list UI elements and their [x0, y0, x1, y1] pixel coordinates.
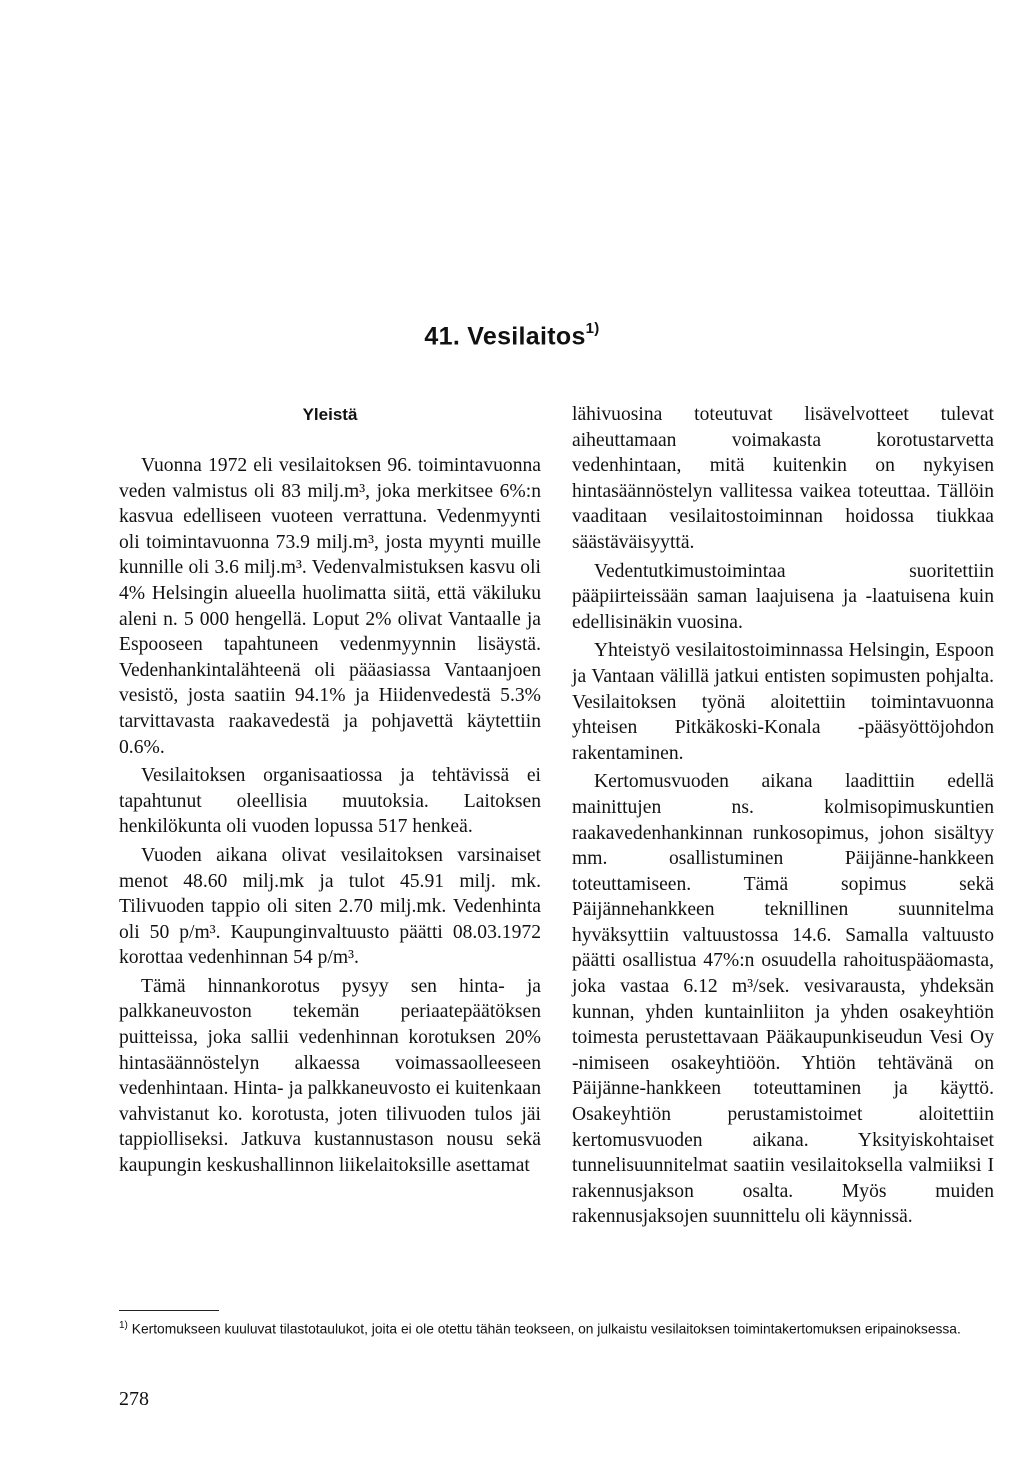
paragraph: Kertomusvuoden aikana laadittiin edellä mainittujen ns. kolmisopimuskuntien raakavedenhankinnan runkosopimus, johon sisältyy mm. osallistuminen Päijänne-hankkeen toteuttamiseen. Tämä sopimus sekä Päijännehankkeen teknillinen suunnitelma hyväksyttiin valtuustossa 14.6. Samalla valtuusto päätti osallistua 47%:n osuudella rahoituspääomasta, joka vastaa 6.12 m³/sek. vesivarausta, yhdeksän kunnan, yhden kuntainliiton ja yhden osakeyhtiön toimesta perustettavaan Pääkaupunkiseudun Vesi Oy -nimiseen osakeyhtiöön. Yhtiön tehtävänä on Päijänne-hankkeen toteuttaminen ja käyttö. Osakeyhtiön perustamistoimet aloitettiin kertomusvuoden aikana. Yksityiskohtaiset tunnelisuunnitelmat saatiin vesilaitoksella valmiiksi I rakennusjakson osalta. Myös muiden rakennusjaksojen suunnittelu oli käynnissä.: [572, 771, 994, 1228]
paragraph: Vedentutkimustoimintaa suoritettiin pääpiirteissään saman laajuisena ja -laatuisena kuin edellisinäkin vuosina.: [572, 560, 994, 633]
footnote-marker: 1): [119, 1320, 128, 1331]
paragraph: Tämä hinnankorotus pysyy sen hinta- ja palkkaneuvoston tekemän periaatepäätöksen puitteissa, joka sallii vedenhinnan korotuksen 20% hintasäännöstelyn alkaessa voimassaolleeseen vedenhintaan. Hinta- ja palkkaneuvosto ei kuitenkaan vahvistanut ko. korotusta, joten tilivuoden tulos jäi tappiolliseksi. Jatkuva kustannustason nousu sekä kaupungin keskushallinnon liikelaitoksille asettamat: [119, 975, 541, 1177]
page-number: 278: [119, 1388, 149, 1410]
heading-spacer: [119, 427, 541, 453]
title-text: 41. Vesilaitos: [424, 322, 586, 351]
footnote-divider: [119, 1310, 219, 1311]
section-heading: Yleistä: [302, 405, 358, 424]
left-column: [119, 402, 541, 1182]
paragraph: Yhteistyö vesilaitostoiminnassa Helsingin, Espoon ja Vantaan välillä jatkui entisten sopimusten pohjalta. Vesilaitoksen työnä aloitettiin toimintavuonna yhteisen Pitkäkoski-Konala -pääsyöttöjohdon rakentaminen.: [572, 640, 994, 764]
paragraph: lähivuosina toteutuvat lisävelvotteet tulevat aiheuttamaan voimakasta korotustarvetta vedenhintaan, mitä kuitenkin on nykyisen hintasäännöstelyn vallitessa vaikea toteuttaa. Tällöin vaaditaan vesilaitostoiminnan hoidossa tiukkaa säästäväisyyttä.: [572, 404, 994, 553]
paragraph: Vesilaitoksen organisaatiossa ja tehtävissä ei tapahtunut oleellisia muutoksia. Laitoksen henkilökunta oli vuoden lopussa 517 henkeä.: [119, 765, 541, 838]
page-title: [0, 322, 1024, 351]
title-footnote-marker: 1): [585, 320, 600, 337]
footnote: [119, 1317, 987, 1339]
paragraph: Vuoden aikana olivat vesilaitoksen varsinaiset menot 48.60 milj.mk ja tulot 45.91 milj. mk. Tilivuoden tappio oli siten 2.70 milj.mk. Vedenhinta oli 50 p/m³. Kaupunginvaltuusto päätti 08.03.1972 korottaa vedenhinnan 54 p/m³.: [119, 844, 541, 969]
paragraph: Vuonna 1972 eli vesilaitoksen 96. toimintavuonna veden valmistus oli 83 milj.m³, joka merkitsee 6%:n kasvua edelliseen vuoteen verrattuna. Vedenmyynti oli toimintavuonna 73.9 milj.m³, josta myynti muille kunnille oli 3.6 milj.m³. Vedenvalmistuksen kasvu oli 4% Helsingin alueella huolimatta siitä, että väkiluku aleni n. 5 000 hengellä. Loput 2% olivat Vantaalle ja Espooseen tapahtuneen vedenmyynnin lisäystä. Vedenhankintalähteenä oli pääasiassa Vantaanjoen vesistö, josta saatiin 94.1% ja Hiidenvedestä 5.3% tarvittavasta raakavedestä ja pohjavettä käytettiin 0.6%.: [119, 455, 541, 758]
footnote-text: Kertomukseen kuuluvat tilastotaulukot, joita ei ole otettu tähän teokseen, on julkaistu vesilaitoksen toimintakertomuksen eripainoksessa.: [131, 1321, 961, 1337]
right-column: [572, 402, 994, 1233]
